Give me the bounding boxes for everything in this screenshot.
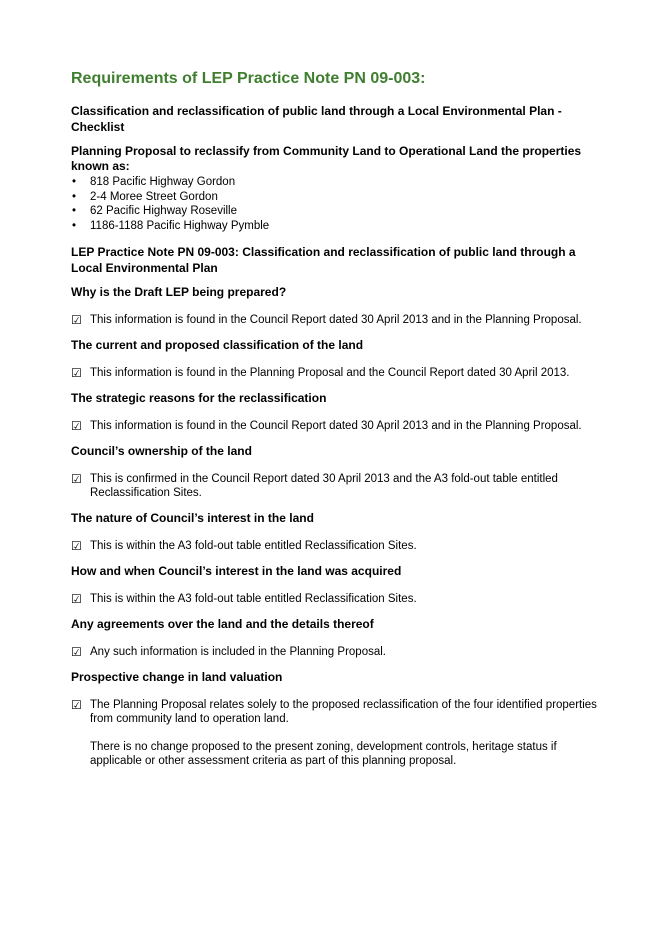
property-list	[71, 175, 600, 233]
section-heading: How and when Council’s interest in the land was acquired	[71, 564, 402, 578]
property-list-item	[71, 190, 600, 205]
bullet-icon: •	[72, 219, 77, 232]
property-list-item	[71, 219, 600, 234]
checked-box-icon: ☑	[71, 539, 82, 553]
section-heading: Council’s ownership of the land	[71, 444, 252, 458]
section-heading: The strategic reasons for the reclassification	[71, 391, 327, 405]
property-list-item	[71, 204, 600, 219]
section-heading: The current and proposed classification of the land	[71, 338, 364, 352]
checklist	[71, 285, 600, 768]
intro-text: Planning Proposal to reclassify from Community Land to Operational Land the properties known as:	[71, 144, 582, 173]
checklist-item-text: This information is found in the Planning Proposal and the Council Report dated 30 April 2013.	[90, 367, 570, 379]
checklist-item-text: The Planning Proposal relates solely to the proposed reclassification of the four identified properties from community land to operation land.	[90, 699, 597, 725]
checklist-item-text: This is within the A3 fold-out table entitled Reclassification Sites.	[90, 593, 417, 605]
checked-box-icon: ☑	[71, 592, 82, 606]
checked-box-icon: ☑	[71, 645, 82, 659]
document-subtitle: Classification and reclassification of public land through a Local Environmental Plan - Checklist	[71, 104, 562, 134]
checklist-item	[71, 645, 600, 659]
checked-box-icon: ☑	[71, 419, 82, 433]
checklist-item-text: This is within the A3 fold-out table entitled Reclassification Sites.	[90, 540, 417, 552]
checked-box-icon: ☑	[71, 698, 82, 712]
document-title: Requirements of LEP Practice Note PN 09-003:	[71, 70, 426, 87]
section-heading: Any agreements over the land and the details thereof	[71, 617, 374, 631]
checklist-item-text: There is no change proposed to the present zoning, development controls, heritage status if applicable or other assessment criteria as part of this planning proposal.	[90, 741, 557, 767]
section-heading: The nature of Council’s interest in the land	[71, 511, 314, 525]
bullet-icon: •	[72, 190, 77, 203]
checklist-item	[71, 366, 600, 380]
bullet-icon: •	[72, 205, 77, 217]
bullet-icon: •	[72, 176, 77, 188]
checklist-item	[71, 472, 600, 500]
property-address: 1186-1188 Pacific Highway Pymble	[90, 219, 270, 232]
property-list-item	[71, 175, 600, 190]
lep-heading: LEP Practice Note PN 09-003: Classification and reclassification of public land through a Local Environmental Plan	[71, 245, 576, 275]
property-address: 62 Pacific Highway Roseville	[90, 205, 238, 217]
checklist-item-text: Any such information is included in the Planning Proposal.	[90, 646, 386, 658]
section-heading: Why is the Draft LEP being prepared?	[71, 285, 287, 299]
checklist-item	[71, 698, 600, 768]
checklist-item	[71, 539, 600, 553]
checklist-item-text: This is confirmed in the Council Report dated 30 April 2013 and the A3 fold-out table entitled Reclassification Sites.	[90, 473, 558, 499]
checklist-item-text: This information is found in the Council Report dated 30 April 2013 and in the Planning Proposal.	[90, 420, 582, 432]
checklist-item	[71, 592, 600, 606]
checklist-item-text: This information is found in the Council Report dated 30 April 2013 and in the Planning Proposal.	[90, 314, 582, 326]
property-address: 818 Pacific Highway Gordon	[90, 176, 236, 188]
checklist-item	[71, 313, 600, 327]
checklist-item	[71, 419, 600, 433]
checked-box-icon: ☑	[71, 313, 82, 327]
section-heading: Prospective change in land valuation	[71, 670, 283, 684]
checked-box-icon: ☑	[71, 472, 82, 486]
property-address: 2-4 Moree Street Gordon	[90, 190, 218, 203]
checked-box-icon: ☑	[71, 366, 82, 380]
